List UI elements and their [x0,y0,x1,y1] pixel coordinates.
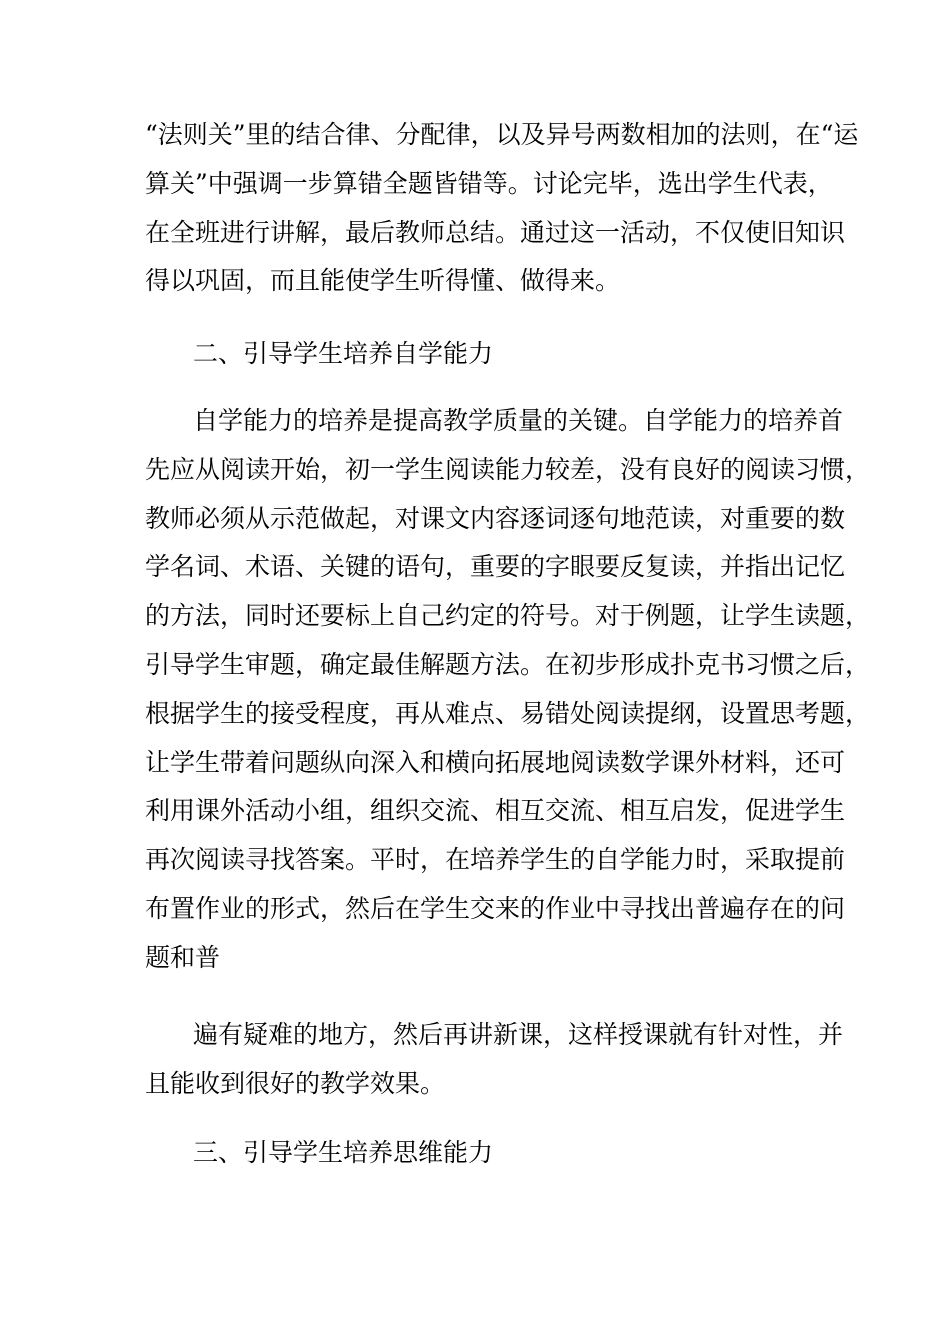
text-line: 题和普 [145,942,221,972]
text-line: 利用课外活动小组，组织交流、相互交流、相互启发，促进学生 [145,796,846,826]
paragraph-3 [145,1011,844,1109]
section-heading-3: 三、引导学生培养思维能力 [193,1138,494,1167]
text-line: 的方法，同时还要标上自己约定的符号。对于例题，让学生读题， [145,601,871,631]
text-line: 在全班进行讲解，最后教师总结。通过这一活动，不仅使旧知识 [145,217,846,247]
text-line: 让学生带着问题纵向深入和横向拓展地阅读数学课外材料，还可 [145,747,846,777]
text-line: “法则关”里的结合律、分配律，以及异号两数相加的法则，在“运 [145,120,859,149]
text-line: 自学能力的培养是提高教学质量的关键。自学能力的培养首 [193,406,844,435]
text-line: 得以巩固，而且能使学生听得懂、做得来。 [145,266,621,296]
text-line: 学名词、术语、关键的语句，重要的字眼要反复读，并指出记忆 [145,552,846,582]
section-heading-2: 二、引导学生培养自学能力 [193,339,494,368]
text-line: 先应从阅读开始，初一学生阅读能力较差，没有良好的阅读习惯， [145,454,871,484]
text-line: 布置作业的形式，然后在学生交来的作业中寻找出普遍存在的问 [145,893,846,923]
text-line: 遍有疑难的地方，然后再讲新课，这样授课就有针对性，并 [193,1020,844,1049]
text-line: 算关”中强调一步算错全题皆错等。讨论完毕，选出学生代表， [145,168,833,198]
text-line: 引导学生审题，确定最佳解题方法。在初步形成扑克书习惯之后， [145,649,871,679]
text-line: 根据学生的接受程度，再从难点、易错处阅读提纲，设置思考题， [145,698,871,728]
paragraph-1 [145,111,859,306]
text-line: 再次阅读寻找答案。平时，在培养学生的自学能力时，采取提前 [145,845,846,875]
paragraph-2 [145,397,871,983]
text-line: 教师必须从示范做起，对课文内容逐词逐句地范读，对重要的数 [145,503,846,533]
text-line: 且能收到很好的教学效果。 [145,1068,446,1098]
